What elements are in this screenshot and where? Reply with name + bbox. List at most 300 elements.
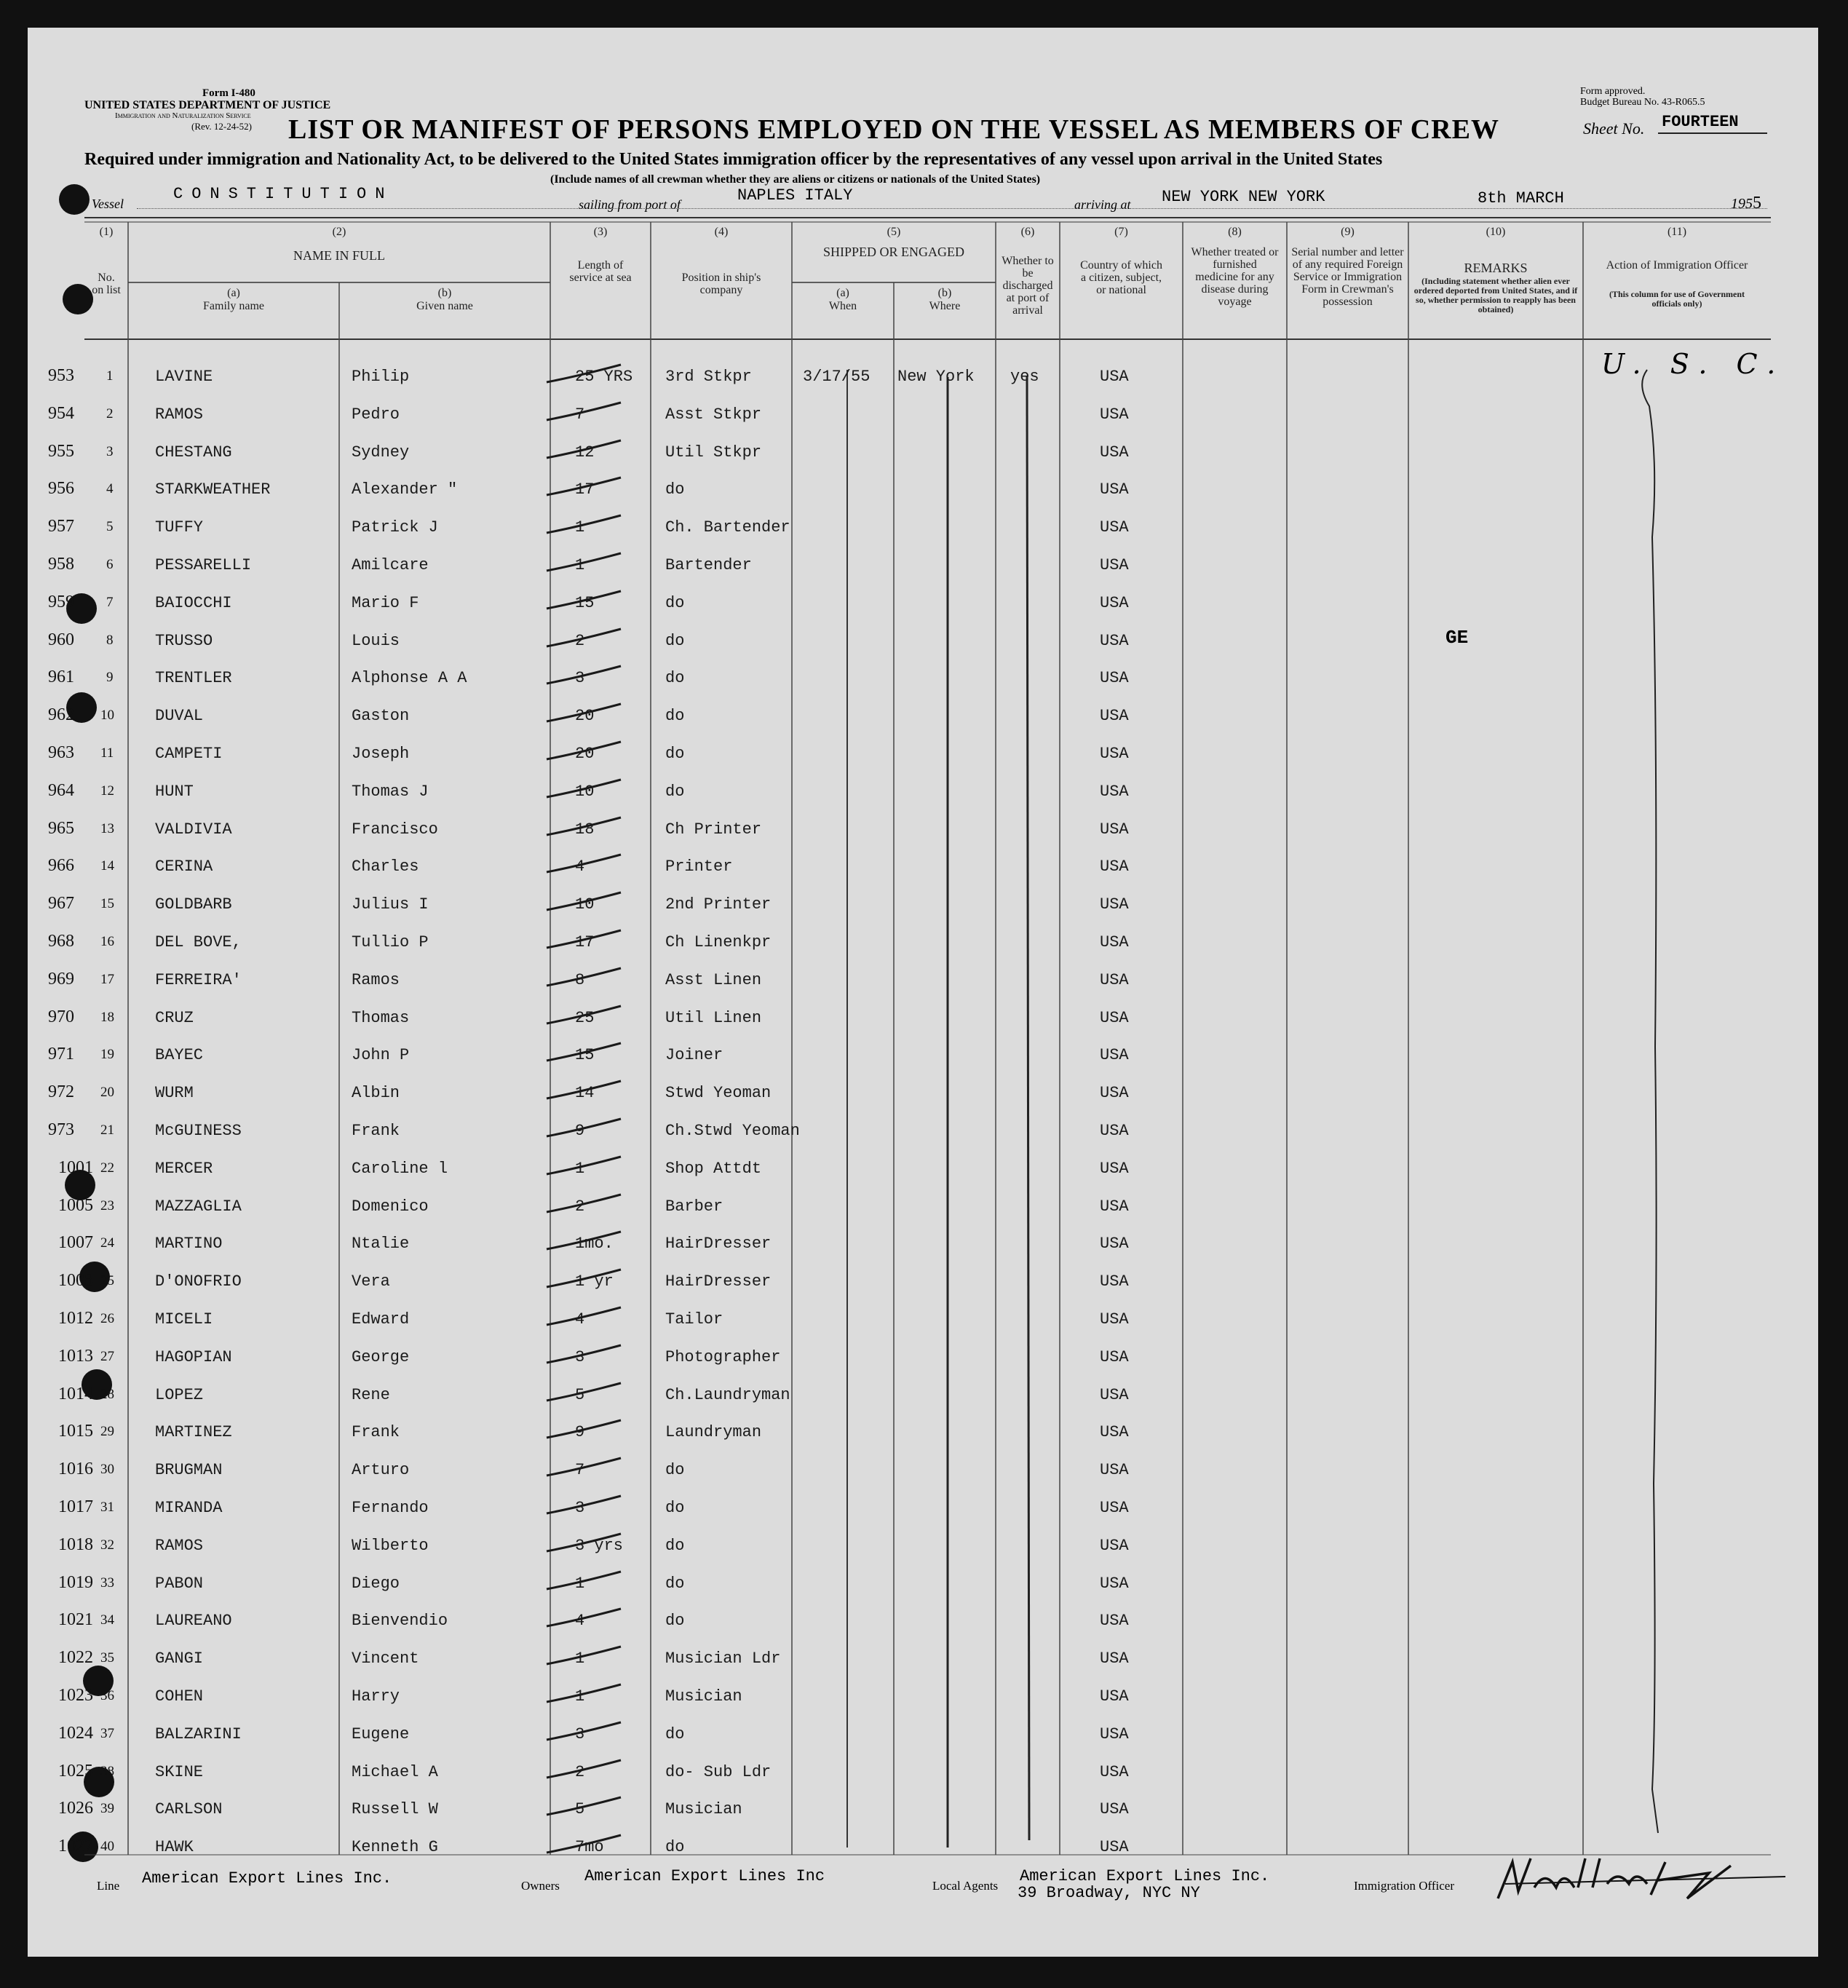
position: 3rd Stkpr [665,368,752,386]
check-stroke [541,1192,628,1221]
check-stroke [541,1493,628,1522]
row-number: 7 [106,594,114,610]
stray-mark: GE [1446,627,1469,649]
check-stroke [541,927,628,957]
row-number: 11 [100,745,114,761]
given-name: Frank [352,1122,400,1140]
manifest-ref-number: 967 [48,894,74,914]
vessel-name: CONSTITUTION [173,185,394,203]
position: do [665,1574,685,1593]
row-number: 5 [106,519,114,535]
position: Photographer [665,1347,781,1366]
family-name: TRENTLER [155,669,232,688]
position: do [665,480,685,499]
country: USA [1100,593,1129,612]
position: Asst Linen [665,970,762,989]
given-name: Philip [352,368,410,386]
service-length: 7mo [575,1838,604,1857]
shipped-where: New York [897,368,975,386]
row-number: 29 [100,1424,114,1440]
col1-header: No. on list [92,272,121,296]
position: do [665,1536,685,1555]
manifest-ref-number: 1012 [58,1309,93,1328]
position: do [665,1499,685,1517]
check-stroke [541,1229,628,1258]
officer-label: Immigration Officer [1354,1879,1455,1893]
col5b-number: (b) [937,287,952,299]
service-length: 25 YRS [575,368,633,386]
form-approval: Form approved. [1580,86,1646,97]
row-number: 22 [100,1160,114,1176]
check-stroke [541,1417,628,1446]
row-number: 10 [100,708,114,724]
family-name: HAGOPIAN [155,1347,232,1366]
row-number: 1 [106,368,114,384]
row-number: 39 [100,1801,114,1817]
col1-number: (1) [99,226,114,238]
country: USA [1100,858,1129,876]
country: USA [1100,782,1129,801]
check-stroke [541,777,628,806]
manifest-ref-number: 962 [48,705,74,725]
col3-number: (3) [593,226,608,238]
sailing-label: sailing from port of [579,197,681,212]
manifest-ref-number: 953 [48,366,74,385]
check-stroke [541,1342,628,1371]
position: Tailor [665,1310,723,1328]
country: USA [1100,820,1129,839]
manifest-ref-number: 973 [48,1120,74,1139]
row-number: 2 [106,405,114,421]
given-name: Sydney [352,443,410,462]
check-stroke [541,1116,628,1145]
country: USA [1100,669,1129,688]
country: USA [1100,1838,1129,1857]
position: do [665,782,685,801]
position: HairDresser [665,1235,772,1254]
family-name: COHEN [155,1687,204,1706]
manifest-ref-number: 954 [48,403,74,423]
country: USA [1100,480,1129,499]
year-suffix: 5 [1753,194,1761,213]
col7-number: (7) [1114,226,1128,238]
country: USA [1100,1800,1129,1819]
row-number: 20 [100,1085,114,1101]
family-name: CAMPETI [155,745,223,763]
service-length: 14 [575,1084,595,1103]
check-stroke [541,965,628,994]
family-name: BRUGMAN [155,1461,223,1480]
family-name: TUFFY [155,518,204,537]
col2b-header: Given name [416,300,473,312]
agents-label: Local Agents [932,1879,999,1893]
shipped-when: 3/17/55 [803,368,871,386]
check-stroke [541,815,628,844]
service-length: 5 [575,1385,585,1404]
given-name: Julius I [352,895,429,914]
country: USA [1100,1084,1129,1103]
row-number: 21 [100,1122,114,1138]
given-name: Rene [352,1385,390,1404]
service-length: 17 [575,933,595,951]
position: do [665,593,685,612]
position: Stwd Yeoman [665,1084,772,1103]
position: Ch. Bartender [665,518,790,537]
given-name: Thomas J [352,782,429,801]
country: USA [1100,368,1129,386]
sheet-label: Sheet No. [1583,119,1645,138]
manifest-ref-number: 972 [48,1082,74,1102]
check-stroke [541,1531,628,1560]
manifest-ref-number: 960 [48,630,74,649]
check-stroke [541,1154,628,1183]
given-name: Charles [352,858,419,876]
family-name: LAVINE [155,368,213,386]
given-name: Edward [352,1310,410,1328]
position: do [665,631,685,650]
manifest-ref-number: 1019 [58,1572,93,1592]
col6-number: (6) [1020,226,1035,238]
row-number: 6 [106,557,114,572]
position: Bartender [665,556,752,574]
check-stroke [541,1304,628,1334]
manifest-ref-number: 1013 [58,1346,93,1366]
service-length: 1 yr [575,1272,614,1291]
check-stroke [541,1078,628,1107]
officer-signature [1491,1848,1796,1913]
country: USA [1100,1724,1129,1743]
port-to: NEW YORK NEW YORK [1162,188,1325,206]
given-name: Harry [352,1687,400,1706]
service-length: 3 [575,1724,585,1743]
service-length: 3 [575,1347,585,1366]
manifest-ref-number: 961 [48,668,74,687]
row-number: 16 [100,934,114,949]
check-stroke [541,362,628,391]
service-length: 1 [575,1687,585,1706]
given-name: Arturo [352,1461,410,1480]
country: USA [1100,1461,1129,1480]
service-length: 1 [575,1159,585,1178]
position: HairDresser [665,1272,772,1291]
given-name: Alphonse A A [352,669,467,688]
family-name: CHESTANG [155,443,232,462]
service-length: 10 [575,895,595,914]
department-name: UNITED STATES DEPARTMENT OF JUSTICE [84,99,331,111]
given-name: Ramos [352,970,400,989]
family-name: STARKWEATHER [155,480,271,499]
manifest-ref-number: 1026 [58,1799,93,1818]
owners-label: Owners [521,1879,560,1893]
given-name: Ntalie [352,1235,410,1254]
col10-note: (Including statement whether alien ever ordered deported from United States, and if so, whether permission to reapply has been obtained) [1413,276,1578,314]
check-stroke [541,588,628,617]
include-note: (Include names of all crewman whether they are aliens or citizens or nationals of the United States) [550,173,1041,186]
family-name: RAMOS [155,1536,204,1555]
service-length: 1 [575,1650,585,1668]
service-length: 1mo. [575,1235,614,1254]
country: USA [1100,933,1129,951]
check-stroke [541,1455,628,1484]
row-number: 34 [100,1612,114,1628]
col9-number: (9) [1341,226,1355,238]
service-length: 9 [575,1423,585,1442]
col3-header: Length of service at sea [569,259,632,284]
row-number: 18 [100,1009,114,1025]
given-name: Diego [352,1574,400,1593]
arrival-date: 8th MARCH [1478,189,1564,207]
table-grid [28,28,1818,1957]
row-number: 36 [100,1688,114,1703]
vessel-label: Vessel [92,197,124,211]
manifest-ref-number: 1001 [58,1157,93,1177]
manifest-ref-number: 966 [48,856,74,876]
row-number: 24 [100,1235,114,1251]
check-stroke [541,663,628,692]
check-stroke [541,1719,628,1749]
form-number: Form I-480 [202,87,255,99]
row-number: 3 [106,443,114,459]
country: USA [1100,1762,1129,1781]
row-number: 25 [100,1273,114,1289]
service-length: 7 [575,405,585,424]
row-number: 35 [100,1650,114,1666]
country: USA [1100,1310,1129,1328]
given-name: Vincent [352,1650,419,1668]
check-stroke [541,550,628,579]
row-number: 23 [100,1197,114,1213]
country: USA [1100,745,1129,763]
country: USA [1100,1347,1129,1366]
position: Ch Printer [665,820,762,839]
check-stroke [541,475,628,504]
country: USA [1100,1536,1129,1555]
line-value: American Export Lines Inc. [142,1869,392,1888]
check-stroke [541,890,628,919]
country: USA [1100,1385,1129,1404]
service-name: Immigration and Naturalization Service [115,111,251,120]
given-name: Gaston [352,707,410,726]
row-number: 30 [100,1462,114,1478]
manifest-ref-number: 956 [48,479,74,499]
given-name: Wilberto [352,1536,429,1555]
position: do [665,1724,685,1743]
revision: (Rev. 12-24-52) [191,121,252,132]
check-stroke [541,1040,628,1069]
col11-note: (This column for use of Government officials only) [1609,289,1745,309]
given-name: Michael A [352,1762,438,1781]
given-name: Albin [352,1084,400,1103]
service-length: 5 [575,1800,585,1819]
given-name: George [352,1347,410,1366]
family-name: MARTINO [155,1235,223,1254]
year-prefix: 195 [1731,196,1753,212]
country: USA [1100,1499,1129,1517]
page-subtitle: Required under immigration and Nationality Act, to be delivered to the United States immigration officer by the representatives of any vessel upon arrival in the United States [84,150,1383,169]
family-name: FERREIRA' [155,970,242,989]
country: USA [1100,1197,1129,1216]
country: USA [1100,707,1129,726]
col4-number: (4) [714,226,729,238]
family-name: PESSARELLI [155,556,252,574]
position: Asst Stkpr [665,405,762,424]
check-stroke [541,701,628,730]
row-number: 28 [100,1386,114,1402]
service-length: 15 [575,1046,595,1065]
row-number: 9 [106,670,114,686]
position: do [665,1838,685,1857]
country: USA [1100,1687,1129,1706]
position: Barber [665,1197,723,1216]
given-name: John P [352,1046,410,1065]
country: USA [1100,443,1129,462]
discharged: yes [1010,368,1039,386]
page-title: LIST OR MANIFEST OF PERSONS EMPLOYED ON THE VESSEL AS MEMBERS OF CREW [288,114,1499,145]
position: do [665,1461,685,1480]
manifest-ref-number: 957 [48,517,74,536]
given-name: Thomas [352,1008,410,1027]
manifest-ref-number: 1017 [58,1497,93,1516]
given-name: Russell W [352,1800,438,1819]
check-stroke [541,1569,628,1598]
position: do [665,707,685,726]
col2a-header: Family name [203,300,264,312]
country: USA [1100,405,1129,424]
family-name: D'ONOFRIO [155,1272,242,1291]
check-stroke [541,1644,628,1673]
position: Musician [665,1687,742,1706]
row-number: 4 [106,481,114,497]
manifest-ref-number: 969 [48,969,74,989]
check-stroke [541,512,628,542]
row-number: 40 [100,1839,114,1855]
row-number: 37 [100,1725,114,1741]
given-name: Eugene [352,1724,410,1743]
family-name: BAIOCCHI [155,593,232,612]
family-name: HAWK [155,1838,194,1857]
service-length: 1 [575,556,585,574]
manifest-ref-number: 1027 [58,1837,93,1856]
manifest-ref-number: 959 [48,592,74,611]
position: Printer [665,858,733,876]
position: Laundryman [665,1423,762,1442]
col4-header: Position in ship's company [681,272,761,296]
service-length: 1 [575,1574,585,1593]
row-number: 33 [100,1575,114,1591]
family-name: GOLDBARB [155,895,232,914]
manifest-ref-number: 1005 [58,1195,93,1215]
given-name: Kenneth G [352,1838,438,1857]
position: Ch.Laundryman [665,1385,790,1404]
row-number: 27 [100,1348,114,1364]
family-name: McGUINESS [155,1122,242,1140]
country: USA [1100,1650,1129,1668]
col10-number: (10) [1486,226,1506,238]
check-stroke [541,1267,628,1296]
family-name: LOPEZ [155,1385,204,1404]
budget-bureau: Budget Bureau No. 43-R065.5 [1580,97,1705,108]
col11-number: (11) [1667,226,1687,238]
check-stroke [541,1606,628,1635]
service-length: 4 [575,1310,585,1328]
col10-header: REMARKS [1464,261,1528,275]
manifest-ref-number: 1024 [58,1723,93,1743]
family-name: TRUSSO [155,631,213,650]
line-label: Line [97,1879,120,1893]
position: do [665,1612,685,1631]
family-name: MARTINEZ [155,1423,232,1442]
position: do [665,745,685,763]
country: USA [1100,518,1129,537]
service-length: 12 [575,443,595,462]
col5-number: (5) [887,226,901,238]
manifest-ref-number: 1016 [58,1460,93,1479]
row-number: 17 [100,971,114,987]
row-number: 15 [100,896,114,912]
row-number: 38 [100,1763,114,1779]
service-length: 10 [575,782,595,801]
service-length: 8 [575,970,585,989]
service-length: 2 [575,1762,585,1781]
position: 2nd Printer [665,895,772,914]
country: USA [1100,1235,1129,1254]
row-number: 31 [100,1500,114,1515]
row-number: 13 [100,820,114,836]
manifest-ref-number: 965 [48,818,74,838]
col5-header: SHIPPED OR ENGAGED [822,245,964,259]
country: USA [1100,1159,1129,1178]
family-name: RAMOS [155,405,204,424]
given-name: Frank [352,1423,400,1442]
position: Ch Linenkpr [665,933,772,951]
family-name: HUNT [155,782,194,801]
given-name: Alexander " [352,480,458,499]
position: Util Stkpr [665,443,762,462]
port-from: NAPLES ITALY [737,186,853,205]
given-name: Amilcare [352,556,429,574]
given-name: Pedro [352,405,400,424]
position: Musician Ldr [665,1650,781,1668]
given-name: Fernando [352,1499,429,1517]
position: Util Linen [665,1008,762,1027]
arriving-label: arriving at [1074,197,1131,212]
given-name: Francisco [352,820,438,839]
service-length: 7 [575,1461,585,1480]
col11-header: Action of Immigration Officer [1606,259,1748,272]
check-stroke [541,1794,628,1823]
family-name: SKINE [155,1762,204,1781]
col2-number: (2) [332,226,346,238]
family-name: MIRANDA [155,1499,223,1517]
family-name: WURM [155,1084,194,1103]
family-name: BALZARINI [155,1724,242,1743]
position: do- Sub Ldr [665,1762,772,1781]
family-name: DEL BOVE, [155,933,242,951]
given-name: Louis [352,631,400,650]
service-length: 20 [575,707,595,726]
service-length: 3 [575,669,585,688]
check-stroke [541,1003,628,1032]
col7-header: Country of which a citizen, subject, or national [1080,259,1162,296]
manifest-ref-number: 970 [48,1007,74,1026]
service-length: 4 [575,1612,585,1631]
col5a-number: (a) [836,287,849,299]
position: Shop Attdt [665,1159,762,1178]
family-name: VALDIVIA [155,820,232,839]
given-name: Tullio P [352,933,429,951]
col5b-header: Where [929,300,961,312]
service-length: 2 [575,1197,585,1216]
